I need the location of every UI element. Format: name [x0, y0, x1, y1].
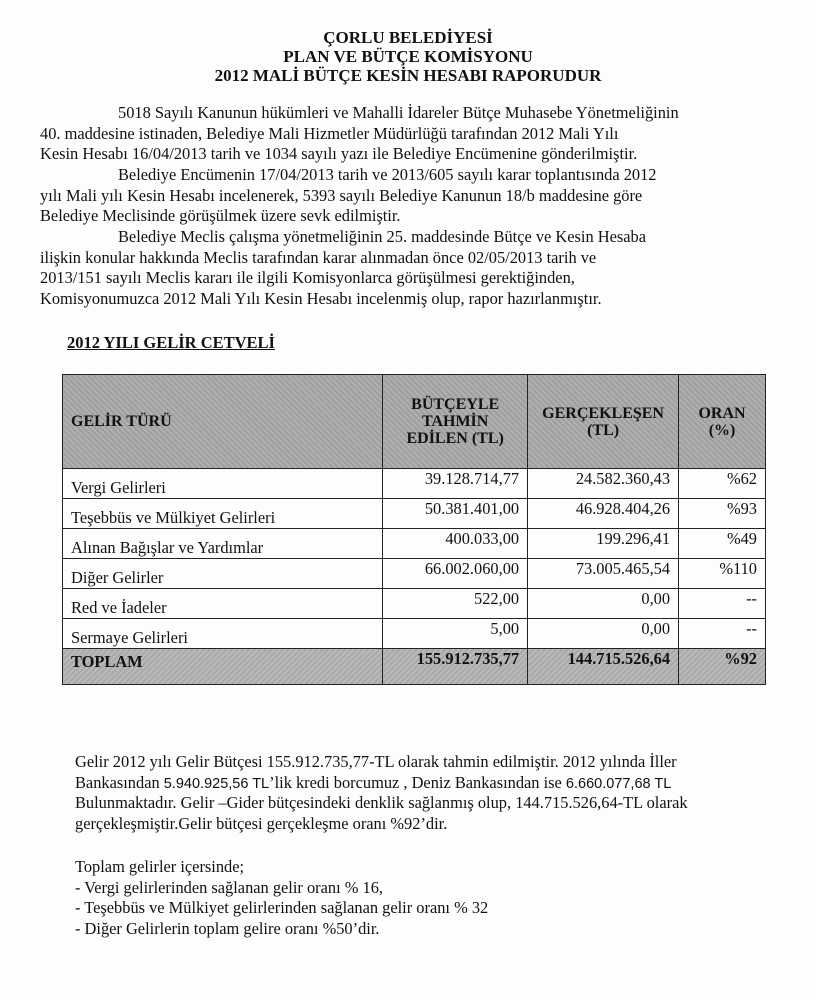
- doc-title-report: 2012 MALİ BÜTÇE KESİN HESABI RAPORUDUR: [214, 66, 602, 85]
- cell-income-type: Red ve İadeler: [63, 589, 383, 619]
- cell-total-label: TOPLAM: [63, 649, 383, 685]
- table-header-row: [63, 375, 766, 469]
- cell-actual: 46.928.404,26: [528, 499, 679, 529]
- loan-amount-iller: 5.940.925,56 TL: [163, 775, 270, 792]
- text-fragment: ’lik kredi borcumuz , Deniz Bankasından ise: [269, 772, 566, 792]
- cell-ratio: %110: [679, 559, 766, 589]
- cell-total-budget: 155.912.735,77: [383, 649, 528, 685]
- header-text: GERÇEKLEŞEN: [542, 404, 664, 422]
- text-line: [75, 773, 795, 794]
- cell-budget: 66.002.060,00: [383, 559, 528, 589]
- table-total-row: [63, 649, 766, 685]
- cell-total-actual: 144.715.526,64: [528, 649, 679, 685]
- text-line: Gelir 2012 yılı Gelir Bütçesi 155.912.735,77-TL olarak tahmin edilmiştir. 2012 yılında İller: [75, 752, 677, 771]
- cell-ratio: --: [679, 589, 766, 619]
- text-line: 5018 Sayılı Kanunun hükümleri ve Mahalli İdareler Bütçe Muhasebe Yönetmeliğinin: [118, 103, 679, 122]
- cell-actual: 0,00: [528, 619, 679, 649]
- cell-ratio: %49: [679, 529, 766, 559]
- cell-ratio: %93: [679, 499, 766, 529]
- breakdown-intro: Toplam gelirler içersinde;: [75, 857, 245, 876]
- cell-income-type: Vergi Gelirleri: [63, 469, 383, 499]
- text-line: Belediye Encümenin 17/04/2013 tarih ve 2013/605 sayılı karar toplantısında 2012: [118, 165, 657, 184]
- cell-income-type: Sermaye Gelirleri: [63, 619, 383, 649]
- doc-title-commission: PLAN VE BÜTÇE KOMİSYONU: [283, 47, 533, 66]
- table-row: [63, 469, 766, 499]
- header-income-type: GELİR TÜRÜ: [63, 375, 383, 469]
- header-text: BÜTÇEYLE: [411, 396, 500, 413]
- income-table: [62, 374, 766, 685]
- header-budget-estimate: [383, 375, 528, 469]
- text-line: yılı Mali yılı Kesin Hesabı incelenerek, 5393 sayılı Belediye Kanunun 18/b maddesine göre: [40, 185, 643, 205]
- table-row: [63, 589, 766, 619]
- cell-actual: 73.005.465,54: [528, 559, 679, 589]
- doc-title-municipality: ÇORLU BELEDİYESİ: [323, 28, 493, 47]
- text-line: Belediye Meclisinde görüşülmek üzere sevk edilmiştir.: [40, 206, 401, 225]
- table-row: [63, 559, 766, 589]
- cell-budget: 50.381.401,00: [383, 499, 528, 529]
- text-line: gerçekleşmiştir.Gelir bütçesi gerçekleşme oranı %92’dir.: [75, 813, 448, 833]
- header-text: (TL): [587, 421, 620, 439]
- header-realized: [528, 375, 679, 469]
- cell-budget: 400.033,00: [383, 529, 528, 559]
- cell-budget: 522,00: [383, 589, 528, 619]
- cell-ratio: --: [679, 619, 766, 649]
- loan-amount-deniz: 6.660.077,68 TL: [565, 775, 672, 792]
- cell-income-type: Diğer Gelirler: [63, 559, 383, 589]
- cell-income-type: Teşebbüs ve Mülkiyet Gelirleri: [63, 499, 383, 529]
- header-ratio: [679, 375, 766, 469]
- text-line: Kesin Hesabı 16/04/2013 tarih ve 1034 sayılı yazı ile Belediye Encümenine gönderilmiştir.: [40, 144, 638, 163]
- header-text: (%): [708, 421, 736, 439]
- cell-actual: 0,00: [528, 589, 679, 619]
- text-line: Belediye Meclis çalışma yönetmeliğinin 25. maddesinde Bütçe ve Kesin Hesaba: [118, 227, 646, 246]
- header-text: TAHMİN: [421, 413, 489, 430]
- breakdown-item: - Diğer Gelirlerin toplam gelire oranı %50’dir.: [75, 918, 380, 938]
- cell-budget: 5,00: [383, 619, 528, 649]
- cell-actual: 24.582.360,43: [528, 469, 679, 499]
- intro-paragraph-2: [40, 165, 780, 227]
- cell-income-type: Alınan Bağışlar ve Yardımlar: [63, 529, 383, 559]
- breakdown-item: - Teşebbüs ve Mülkiyet gelirlerinden sağlanan gelir oranı % 32: [75, 898, 489, 917]
- text-line: Komisyonumuzca 2012 Mali Yılı Kesin Hesabı incelenmiş olup, rapor hazırlanmıştır.: [40, 288, 602, 308]
- cell-actual: 199.296,41: [528, 529, 679, 559]
- text-line: ilişkin konular hakkında Meclis tarafından karar alınmadan önce 02/05/2013 tarih ve: [40, 247, 597, 267]
- summary-paragraph: [75, 752, 795, 834]
- income-breakdown: [75, 857, 488, 939]
- header-text: ORAN: [698, 404, 746, 422]
- text-line: 40. maddesine istinaden, Belediye Mali Hizmetler Müdürlüğü tarafından 2012 Mali Yılı: [40, 123, 619, 143]
- text-line: 2013/151 sayılı Meclis kararı ile ilgili Komisyonlarca görüşülmesi gerektiğinden,: [40, 268, 575, 287]
- table-row: [63, 499, 766, 529]
- header-text: EDİLEN (TL): [406, 430, 504, 447]
- section-title-income-table: 2012 YILI GELİR CETVELİ: [67, 333, 275, 352]
- text-line: Bulunmaktadır. Gelir –Gider bütçesindeki denklik sağlanmış olup, 144.715.526,64-TL olarak: [75, 793, 688, 812]
- table-row: [63, 619, 766, 649]
- intro-paragraph-3: [40, 227, 780, 309]
- table-row: [63, 529, 766, 559]
- breakdown-item: - Vergi gelirlerinden sağlanan gelir oranı % 16,: [75, 877, 383, 897]
- text-fragment: Bankasından: [75, 772, 164, 792]
- cell-budget: 39.128.714,77: [383, 469, 528, 499]
- cell-total-ratio: %92: [679, 649, 766, 685]
- intro-paragraph-1: [40, 103, 780, 165]
- cell-ratio: %62: [679, 469, 766, 499]
